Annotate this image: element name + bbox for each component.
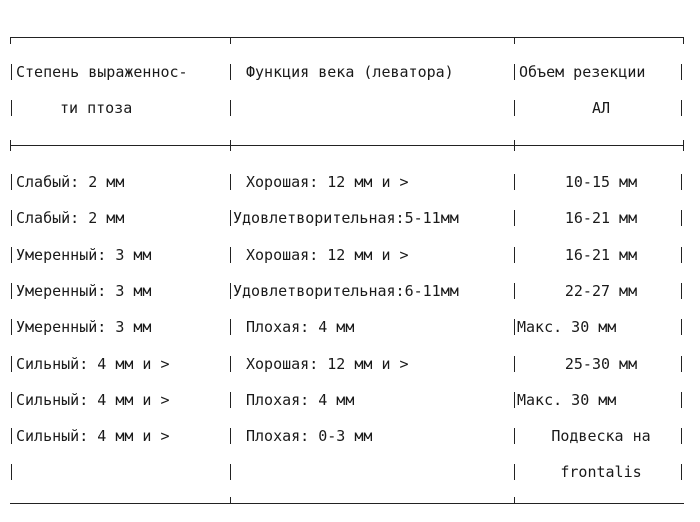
table-top-rule bbox=[10, 37, 684, 38]
header-bar-col3-2 bbox=[514, 100, 515, 116]
sep-rule-tick-left bbox=[10, 140, 11, 151]
row-bar-2 bbox=[514, 283, 515, 299]
row-bar-0 bbox=[11, 247, 12, 263]
table-bottom-rule bbox=[10, 503, 684, 504]
header-col3-line1: Объем резекции bbox=[519, 63, 646, 81]
row-bar-3 bbox=[681, 319, 682, 335]
row-bar-2 bbox=[514, 392, 515, 408]
row-bar-2 bbox=[514, 356, 515, 372]
row-function: Плохая: 4 мм bbox=[246, 318, 355, 336]
row-function: Хорошая: 12 мм и > bbox=[246, 355, 409, 373]
row-resection: 16-21 мм bbox=[564, 209, 638, 227]
row-severity: Слабый: 2 мм bbox=[16, 209, 125, 227]
bottom-rule-tick-col3 bbox=[514, 497, 515, 504]
row-bar-1 bbox=[230, 174, 231, 190]
row-resection: 16-21 мм bbox=[564, 246, 638, 264]
row-severity: Сильный: 4 мм и > bbox=[16, 427, 170, 445]
header-col2: Функция века (леватора) bbox=[246, 63, 454, 81]
top-rule-tick-right bbox=[683, 37, 684, 44]
row-function: Хорошая: 12 мм и > bbox=[246, 173, 409, 191]
header-bar-col2-2 bbox=[230, 100, 231, 116]
row-bar-cont-0 bbox=[11, 464, 12, 480]
header-col1-line1: Степень выраженнос- bbox=[16, 63, 188, 81]
top-rule-tick-col2 bbox=[230, 37, 231, 44]
row-severity: Сильный: 4 мм и > bbox=[16, 391, 170, 409]
row-bar-1 bbox=[230, 392, 231, 408]
header-separator-rule bbox=[10, 145, 684, 146]
header-col1-line2: ти птоза bbox=[60, 99, 133, 117]
row-bar-1 bbox=[230, 428, 231, 444]
sep-rule-tick-right bbox=[683, 140, 684, 151]
header-bar-right-1 bbox=[681, 64, 682, 80]
row-bar-2 bbox=[514, 210, 515, 226]
row-resection-continuation: frontalis bbox=[560, 463, 642, 481]
row-resection: Макс. 30 мм bbox=[517, 391, 617, 409]
row-bar-1 bbox=[230, 210, 231, 226]
header-bar-left-2 bbox=[11, 100, 12, 116]
header-bar-left-1 bbox=[11, 64, 12, 80]
row-bar-0 bbox=[11, 356, 12, 372]
row-bar-2 bbox=[514, 319, 515, 335]
row-bar-1 bbox=[230, 283, 231, 299]
row-severity: Умеренный: 3 мм bbox=[16, 318, 152, 336]
row-resection: 25-30 мм bbox=[564, 355, 638, 373]
top-rule-tick-left bbox=[10, 37, 11, 44]
row-severity: Слабый: 2 мм bbox=[16, 173, 125, 191]
row-bar-2 bbox=[514, 174, 515, 190]
sep-rule-tick-col2 bbox=[230, 140, 231, 151]
row-bar-3 bbox=[681, 392, 682, 408]
top-rule-tick-col3 bbox=[514, 37, 515, 44]
row-bar-cont-1 bbox=[230, 464, 231, 480]
row-bar-1 bbox=[230, 319, 231, 335]
row-bar-0 bbox=[11, 283, 12, 299]
row-severity: Умеренный: 3 мм bbox=[16, 246, 152, 264]
row-bar-0 bbox=[11, 210, 12, 226]
header-col3-line2: АЛ bbox=[591, 99, 611, 117]
sep-rule-tick-col3 bbox=[514, 140, 515, 151]
row-function: Удовлетворительная:5-11мм bbox=[233, 209, 459, 227]
row-bar-0 bbox=[11, 319, 12, 335]
row-resection: Подвеска на bbox=[551, 427, 651, 445]
row-bar-0 bbox=[11, 174, 12, 190]
row-function: Удовлетворительная:6-11мм bbox=[233, 282, 459, 300]
row-severity: Сильный: 4 мм и > bbox=[16, 355, 170, 373]
row-bar-1 bbox=[230, 356, 231, 372]
row-bar-1 bbox=[230, 247, 231, 263]
row-resection: Макс. 30 мм bbox=[517, 318, 617, 336]
row-bar-2 bbox=[514, 247, 515, 263]
header-bar-col3-1 bbox=[514, 64, 515, 80]
row-resection: 10-15 мм bbox=[564, 173, 638, 191]
header-bar-col2-1 bbox=[230, 64, 231, 80]
row-severity: Умеренный: 3 мм bbox=[16, 282, 152, 300]
bottom-rule-tick-col2 bbox=[230, 497, 231, 504]
row-function: Плохая: 4 мм bbox=[246, 391, 355, 409]
row-resection: 22-27 мм bbox=[564, 282, 638, 300]
row-bar-2 bbox=[514, 428, 515, 444]
row-function: Плохая: 0-3 мм bbox=[246, 427, 373, 445]
row-bar-0 bbox=[11, 428, 12, 444]
row-function: Хорошая: 12 мм и > bbox=[246, 246, 409, 264]
row-bar-cont-2 bbox=[514, 464, 515, 480]
row-bar-0 bbox=[11, 392, 12, 408]
